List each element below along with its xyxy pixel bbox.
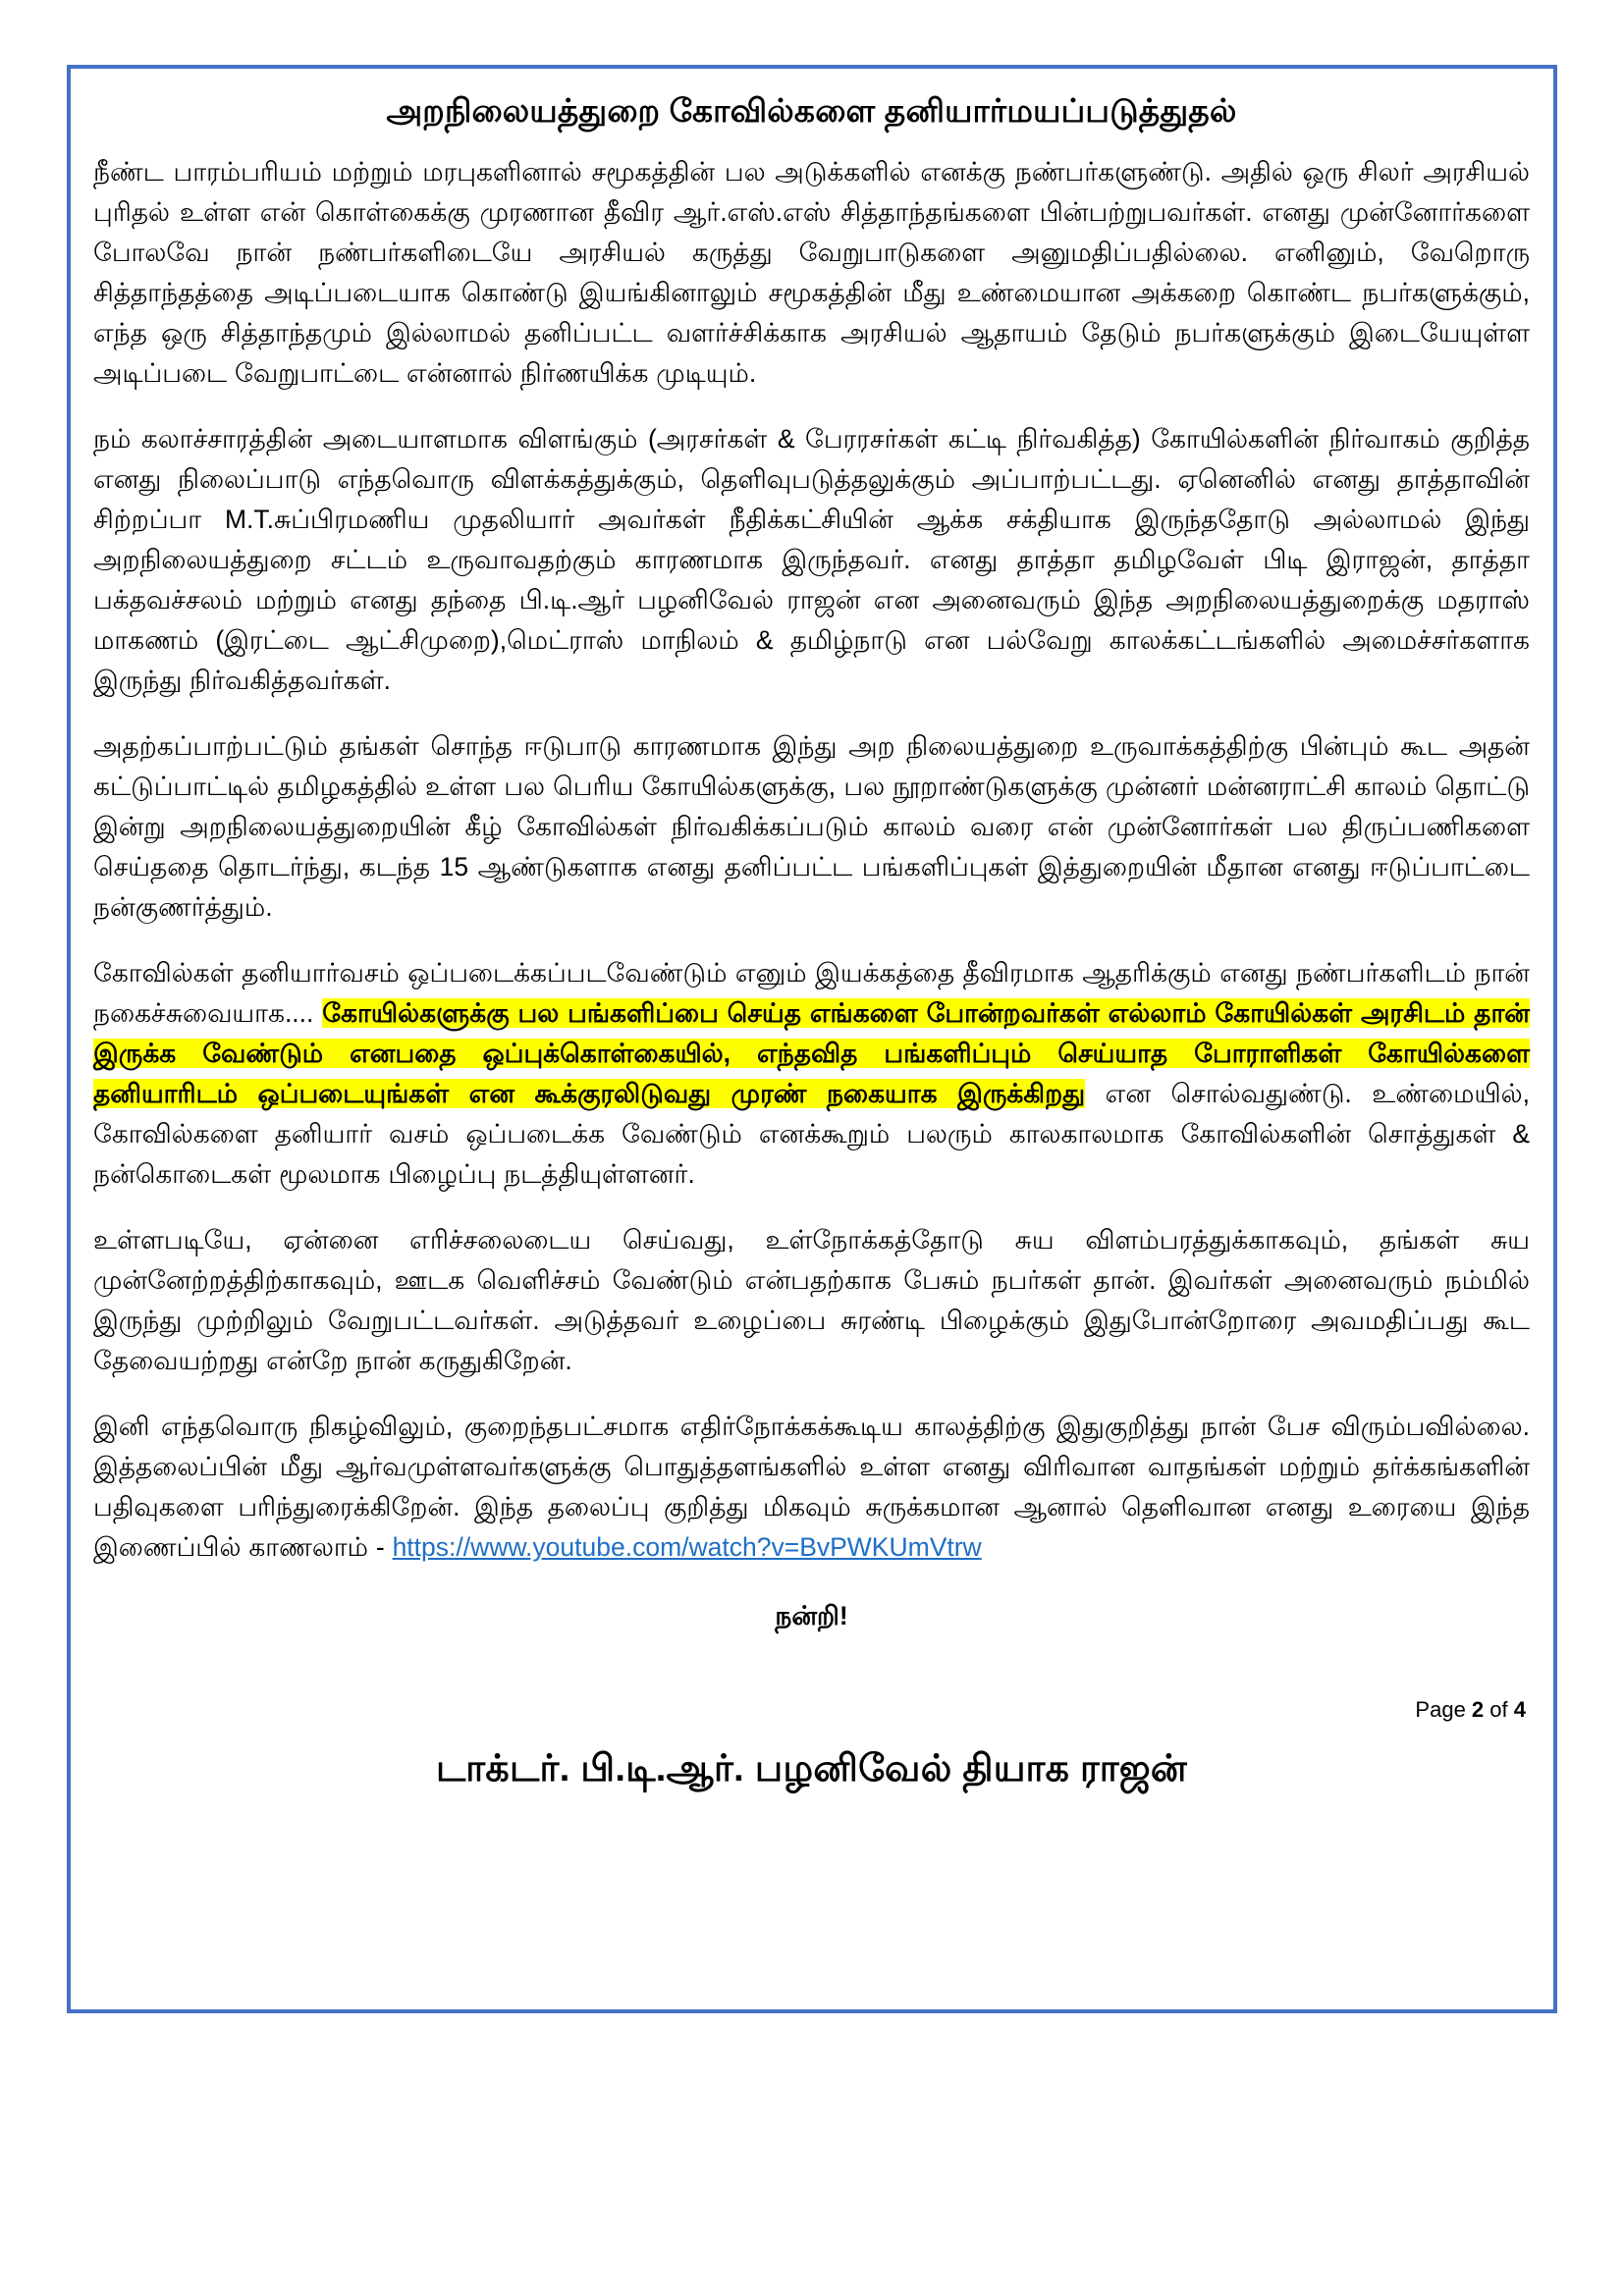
paragraph-1: நீண்ட பாரம்பரியம் மற்றும் மரபுகளினால் சமூகத்தின் பல அடுக்களில் எனக்கு நண்பர்களுண்டு. அதில் ஒரு சிலர் அரசியல் புரிதல் உள்ள என் கொள்கைக்கு முரணான தீவிர ஆர்.எஸ்.எஸ் சித்தாந்தங்களை பின்பற்றுபவர்கள். எனது முன்னோர்களை போலவே நான் நண்பர்களிடையே அரசியல் கருத்து வேறுபாடுகளை அனுமதிப்பதில்லை. எனினும், வேறொரு சித்தாந்தத்தை அடிப்படையாக கொண்டு இயங்கினாலும் சமூகத்தின் மீது உண்மையான அக்கறை கொண்ட நபர்களுக்கும், எந்த ஒரு சித்தாந்தமும் இல்லாமல் தனிப்பட்ட வளர்ச்சிக்காக அரசியல் ஆதாயம் தேடும் நபர்களுக்கும் இடையேயுள்ள அடிப்படை வேறுபாட்டை என்னால் நிர்ணயிக்க முடியும். xyxy=(93,157,1530,389)
author-signature: டாக்டர். பி.டி.ஆர். பழனிவேல் தியாக ராஜன் xyxy=(436,1748,1187,1790)
page-number-current: 2 xyxy=(1471,1697,1485,1723)
page-number-middle: of xyxy=(1484,1697,1514,1723)
paragraph-4-lead-text: கோவில்கள் தனியார்வசம் ஒப்படைக்கப்படவேண்டும் எனும் இயக்கத்தை தீவிரமாக ஆதரிக்கும் எனது நண்பர்களிடம் நான் நகைச்சுவையாக.... xyxy=(93,958,1530,1029)
paragraph-6-text: இனி எந்தவொரு நிகழ்விலும், குறைந்தபட்சமாக எதிர்நோக்கக்கூடிய காலத்திற்கு இதுகுறித்து நான் பேச விரும்பவில்லை. இத்தலைப்பின் மீது ஆர்வமுள்ளவர்களுக்கு பொதுத்தளங்களில் உள்ள எனது விரிவான வாதங்கள் மற்றும் தர்க்கங்களின் பதிவுகளை பரிந்துரைக்கிறேன். இந்த தலைப்பு குறித்து மிகவும் சுருக்கமான ஆனால் தெளிவான எனது உரையை இந்த இணைப்பில் காணலாம் - xyxy=(93,1412,1530,1563)
paragraph-4-trailing-text: என சொல்வதுண்டு. உண்மையில், கோவில்களை தனியார் வசம் ஒப்படைக்க வேண்டும் எனக்கூறும் பலரும் காலகாலமாக கோவில்களின் சொத்துகள் & நன்கொடைகள் மூலமாக பிழைப்பு நடத்தியுள்ளனர். xyxy=(93,1079,1530,1190)
thanks-line: நன்றி! xyxy=(775,1601,848,1631)
page-number-total: 4 xyxy=(1513,1697,1526,1723)
document-content xyxy=(93,90,1530,1795)
youtube-link[interactable]: https://www.youtube.com/watch?v=BvPWKUmVtrw xyxy=(392,1532,982,1563)
paragraph-3: அதற்கப்பாற்பட்டும் தங்கள் சொந்த ஈடுபாடு காரணமாக இந்து அற நிலையத்துறை உருவாக்கத்திற்கு பின்பும் கூட அதன் கட்டுப்பாட்டில் தமிழகத்தில் உள்ள பல பெரிய கோயில்களுக்கு, பல நூறாண்டுகளுக்கு முன்னர் மன்னராட்சி காலம் தொட்டு இன்று அறநிலையத்துறையின் கீழ் கோவில்கள் நிர்வகிக்கப்படும் காலம் வரை என் முன்னோர்கள் பல திருப்பணிகளை செய்ததை தொடர்ந்து, கடந்த 15 ஆண்டுகளாக எனது தனிப்பட்ட பங்களிப்புகள் இத்துறையின் மீதான எனது ஈடுப்பாட்டை நன்குணர்த்தும். xyxy=(93,731,1530,923)
page-title: அறநிலையத்துறை கோவில்களை தனியார்மயப்படுத்துதல் xyxy=(386,92,1237,129)
paragraph-2: நம் கலாச்சாரத்தின் அடையாளமாக விளங்கும் (அரசர்கள் & பேரரசர்கள் கட்டி நிர்வகித்த) கோயில்களின் நிர்வாகம் குறித்த எனது நிலைப்பாடு எந்தவொரு விளக்கத்துக்கும், தெளிவுபடுத்தலுக்கும் அப்பாற்பட்டது. ஏனெனில் எனது தாத்தாவின் சிற்றப்பா M.T.சுப்பிரமணிய முதலியார் அவர்கள் நீதிக்கட்சியின் ஆக்க சக்தியாக இருந்ததோடு அல்லாமல் இந்து அறநிலையத்துறை சட்டம் உருவாவதற்கும் காரணமாக இருந்தவர். எனது தாத்தா தமிழவேள் பிடி இராஜன், தாத்தா பக்தவச்சலம் மற்றும் எனது தந்தை பி.டி.ஆர் பழனிவேல் ராஜன் என அனைவரும் இந்த அறநிலையத்துறைக்கு மதராஸ் மாகணம் (இரட்டை ஆட்சிமுறை),மெட்ராஸ் மாநிலம் & தமிழ்நாடு என பல்வேறு காலக்கட்டங்களில் அமைச்சர்களாக இருந்து நிர்வகித்தவர்கள். xyxy=(93,424,1530,696)
highlighted-quote: கோயில்களுக்கு பல பங்களிப்பை செய்த எங்களை போன்றவர்கள் எல்லாம் கோயில்கள் அரசிடம் தான் இருக்க வேண்டும் எனபதை ஒப்புக்கொள்கையில், எந்தவித பங்களிப்பும் செய்யாத போராளிகள் கோயில்களை தனியாரிடம் ஒப்படையுங்கள் என கூக்குரலிடுவது முரண் நகையாக இருக்கிறது xyxy=(93,998,1530,1109)
page-number-prefix: Page xyxy=(1415,1697,1472,1723)
page-number xyxy=(93,1697,1530,1723)
paragraph-5: உள்ளபடியே, ஏன்னை எரிச்சலைடைய செய்வது, உள்நோக்கத்தோடு சுய விளம்பரத்துக்காகவும், தங்கள் சுய முன்னேற்றத்திற்காகவும், ஊடக வெளிச்சம் வேண்டும் என்பதற்காக பேசும் நபர்கள் தான். இவர்கள் அனைவரும் நம்மில் இருந்து முற்றிலும் வேறுபட்டவர்கள். அடுத்தவர் உழைப்பை சுரண்டி பிழைக்கும் இதுபோன்றோரை அவமதிப்பது கூட தேவையற்றது என்றே நான் கருதுகிறேன். xyxy=(93,1225,1530,1376)
paragraph-4-with-highlight xyxy=(93,953,1530,1195)
paragraph-6-with-link xyxy=(93,1407,1530,1568)
